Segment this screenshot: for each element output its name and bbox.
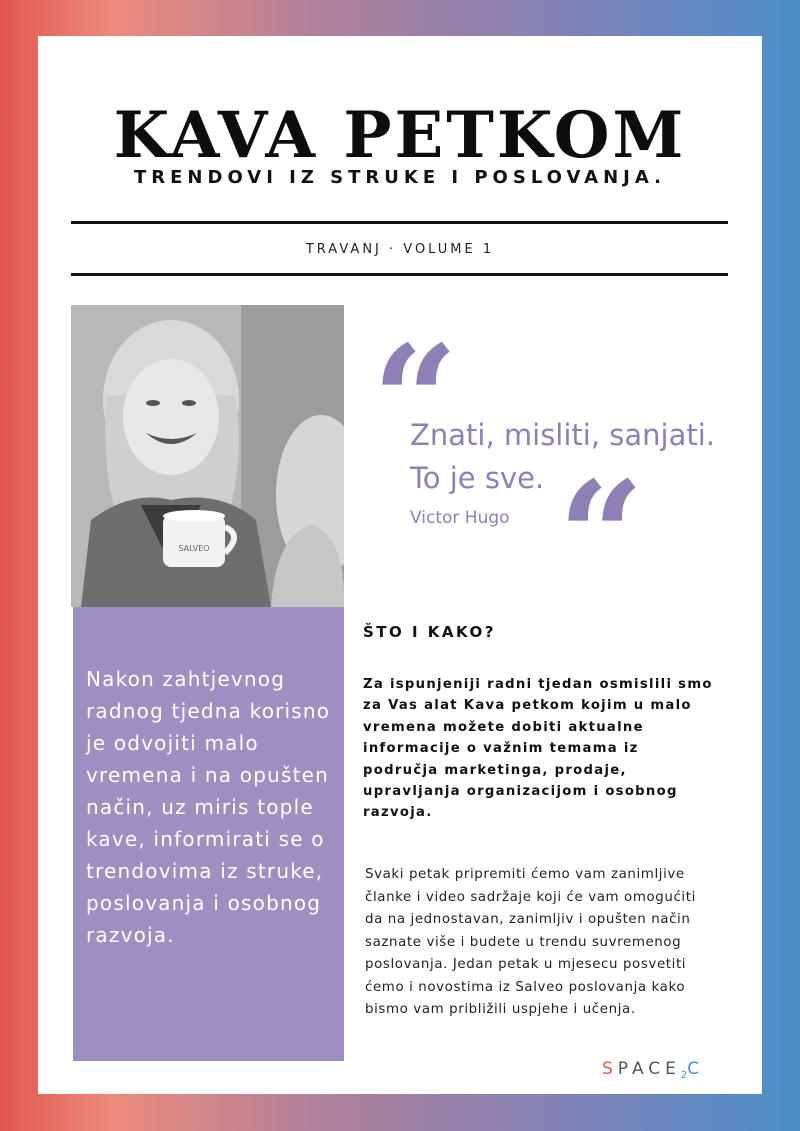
section-body: Svaki petak pripremiti ćemo vam zanimljive članke i video sadržaje koji će vam omogućiti da na jednostavan, zanimljiv i opušten način saznate više i budete u trendu suvremenog poslovanja. Jedan petak u mjesecu posvetiti ćemo i novostima iz Salveo poslovanja kako bismo vam približili uspjehe i učenja.: [365, 867, 696, 1017]
logo-c: C: [687, 1059, 705, 1079]
logo-sub: 2: [680, 1070, 688, 1081]
newsletter-page: [38, 36, 762, 1094]
top-divider: [71, 221, 728, 224]
section-title: ŠTO I KAKO?: [363, 623, 496, 641]
quote-line-2: To je sve.: [410, 461, 545, 495]
quote-author: Victor Hugo: [410, 508, 510, 528]
issue-label: TRAVANJ · VOLUME 1: [305, 242, 495, 257]
section-lead: Za ispunjeniji radni tjedan osmislili smo za Vas alat Kava petkom kojim u malo vremena možete dobiti aktualne informacije o važnim temama iz područja marketinga, prodaje, upravljanja organizacijom i osobnog razvoja.: [363, 677, 713, 821]
quote-line-1: Znati, misliti, sanjati.: [410, 418, 716, 452]
bottom-divider: [71, 273, 728, 276]
intro-box: [73, 607, 344, 1061]
newsletter-subtitle: TRENDOVI IZ STRUKE I POSLOVANJA.: [134, 167, 666, 188]
portrait-illustration: [71, 305, 344, 607]
intro-text: Nakon zahtjevnog radnog tjedna korisno je odvojiti malo vremena i na opušten način, uz miris tople kave, informirati se o trendovima iz struke, poslovanja i osobnog razvoja.: [86, 667, 331, 947]
close-quote-icon: “: [558, 449, 645, 625]
logo-pace: PACE: [617, 1059, 681, 1079]
newsletter-title: KAVA PETKOM: [113, 98, 687, 173]
logo-s: S: [602, 1059, 618, 1079]
cup-label: SALVEO: [178, 544, 210, 553]
portrait-photo: [71, 305, 344, 607]
open-quote-icon: “: [372, 313, 459, 489]
space2c-logo: [602, 1059, 704, 1079]
